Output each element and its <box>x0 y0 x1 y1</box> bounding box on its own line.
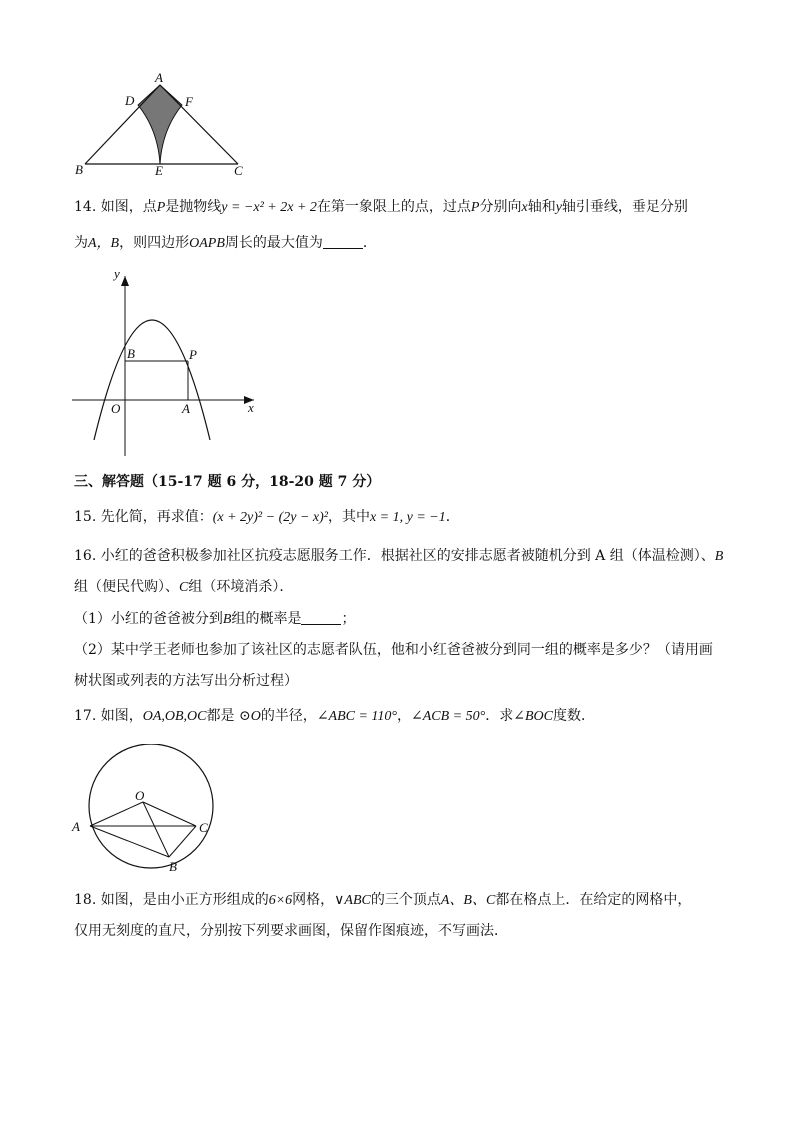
text: （2）某中学王老师也参加了该社区的志愿者队伍，他和小红爸爸被分到同一组的概率是多少？（请用画 <box>74 642 713 658</box>
answer-blank[interactable] <box>301 610 341 625</box>
label-e: E <box>155 163 163 178</box>
text: 如图， <box>100 708 143 724</box>
text: 的三个顶点 <box>370 892 441 908</box>
label-x: x <box>248 400 254 415</box>
label-d: D <box>125 93 135 108</box>
point-p: P <box>156 200 166 215</box>
text: 组的概率是 <box>231 611 302 627</box>
question-number: 18. <box>74 892 97 908</box>
question-number: 17. <box>74 708 97 724</box>
text: 度数． <box>552 708 595 724</box>
text: ．求 <box>485 708 514 724</box>
x-axis-var: x <box>521 200 528 215</box>
segment-oc <box>143 802 196 826</box>
text: 树状图或列表的方法写出分析过程） <box>74 673 298 689</box>
question-18-line-1 <box>74 890 691 911</box>
text: ，其中 <box>327 509 370 525</box>
label-a: A <box>155 70 163 85</box>
angle-acb: ∠ACB = 50° <box>411 709 486 724</box>
text: ， <box>397 708 411 724</box>
section-3-title: 三、解答题（15-17 题 6 分，18-20 题 7 分） <box>74 474 381 490</box>
side-ac <box>160 85 238 164</box>
feet-ab: A，B <box>88 236 120 251</box>
label-c: C <box>234 163 243 178</box>
triangle-abc: ∨ABC <box>334 893 371 908</box>
text: 如图，点 <box>100 199 157 215</box>
text: 的半径， <box>260 708 317 724</box>
question-number: 14. <box>74 199 97 215</box>
text: 都是 ⊙ <box>206 708 251 724</box>
text: 如图，是由小正方形组成的 <box>100 892 269 908</box>
label-p: P <box>189 347 197 362</box>
point-p: P <box>470 200 480 215</box>
group-b: B <box>222 612 232 627</box>
angle-boc: ∠BOC <box>513 709 553 724</box>
question-16-line-1 <box>74 546 723 567</box>
text: 组（环境消杀）． <box>188 579 294 595</box>
label-a: A <box>72 819 80 834</box>
quad-oapb: OAPB <box>189 236 225 251</box>
parabola-formula: y = −x² + 2x + 2 <box>221 200 317 215</box>
radii: OA,OB,OC <box>142 709 207 724</box>
text: ，则四边形 <box>119 235 190 251</box>
angle-abc: ∠ABC = 110° <box>316 709 397 724</box>
label-a: A <box>182 401 190 416</box>
circle-figure <box>66 744 226 876</box>
parabola-curve <box>94 320 210 440</box>
question-14-line-1 <box>74 197 688 218</box>
vertices: A、B、C <box>440 893 496 908</box>
triangle-figure <box>70 70 260 182</box>
y-axis-var: y <box>555 200 562 215</box>
text: 轴引垂线，垂足分别 <box>561 199 688 215</box>
text: 分别向 <box>479 199 522 215</box>
segment-oa <box>90 802 143 826</box>
text: 仅用无刻度的直尺，分别按下列要求画图，保留作图痕迹，不写画法． <box>74 923 508 939</box>
text: （1）小红的爸爸被分到 <box>74 611 223 627</box>
expression: (x + 2y)² − (2y − x)² <box>212 510 328 525</box>
group-b: B <box>714 549 724 564</box>
label-c: C <box>199 820 208 835</box>
text: ． <box>445 509 460 525</box>
y-axis-arrow <box>121 276 129 286</box>
text: 组（便民代购）、 <box>74 579 179 595</box>
text: 16. 小红的爸爸积极参加社区抗疫志愿服务工作．根据社区的安排志愿者被随机分到 A 组（体温检测）、 <box>74 548 715 564</box>
answer-blank[interactable] <box>323 234 363 249</box>
question-17 <box>74 706 595 727</box>
center-o: O <box>250 709 261 724</box>
question-18-line-2 <box>74 921 508 941</box>
text: 网格， <box>292 892 335 908</box>
label-f: F <box>185 94 193 109</box>
text: 先化简，再求值： <box>100 509 213 525</box>
label-o: O <box>111 401 121 416</box>
label-b: B <box>169 859 177 874</box>
question-15 <box>74 507 460 528</box>
text: 是抛物线 <box>165 199 222 215</box>
group-c: C <box>179 580 189 595</box>
values: x = 1, y = −1 <box>369 510 446 525</box>
question-14-line-2 <box>74 233 377 254</box>
label-y: y <box>114 266 120 281</box>
question-16-sub-2 <box>74 640 713 660</box>
shaded-region <box>138 85 182 164</box>
question-16-line-2 <box>74 577 293 598</box>
label-b: B <box>127 346 135 361</box>
text: 轴和 <box>527 199 556 215</box>
question-16-sub-2-cont <box>74 671 298 691</box>
segment-ab <box>90 826 169 857</box>
side-ab <box>85 85 160 164</box>
text: 都在格点上．在给定的网格中， <box>495 892 692 908</box>
text: 在第一象限上的点，过点 <box>316 199 471 215</box>
grid-size: 6×6 <box>268 893 293 908</box>
question-16-sub-1 <box>74 609 355 630</box>
label-b: B <box>75 162 83 177</box>
text: 周长的最大值为 <box>224 235 323 251</box>
label-o: O <box>135 788 145 803</box>
text: ； <box>341 611 356 627</box>
text: 为 <box>74 235 88 251</box>
text: ． <box>362 235 377 251</box>
question-number: 15. <box>74 509 97 525</box>
parabola-figure <box>68 266 268 460</box>
